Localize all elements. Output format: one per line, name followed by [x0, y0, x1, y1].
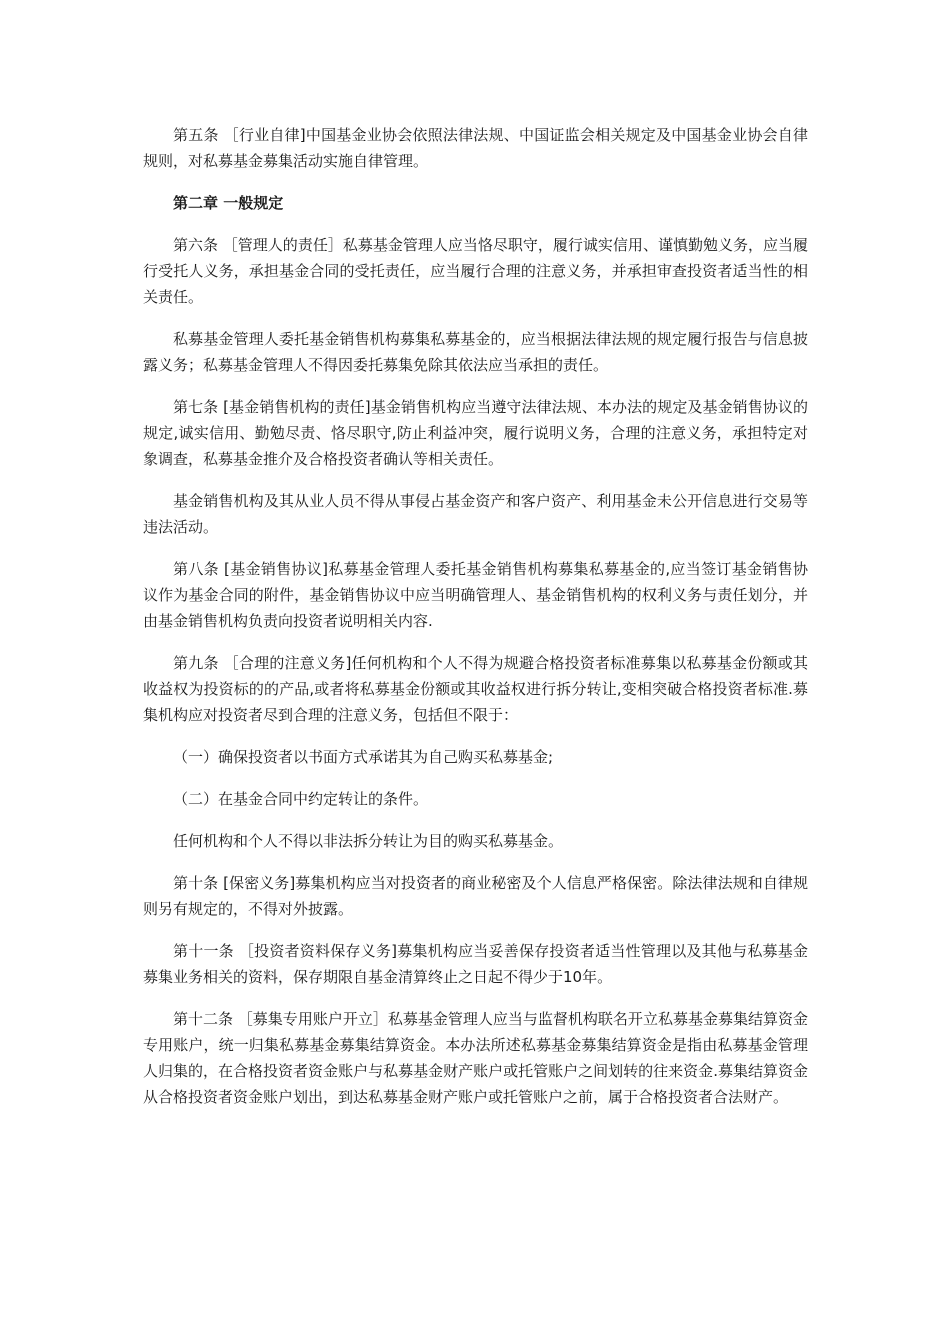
document-page	[143, 122, 808, 1126]
article-6: 第六条 ［管理人的责任］私募基金管理人应当恪尽职守，履行诚实信用、谨慎勤勉义务，应当履行受托人义务，承担基金合同的受托责任，应当履行合理的注意义务，并承担审查投资者适当性的相关责任。	[143, 236, 808, 306]
article-11: 第十一条 ［投资者资料保存义务]募集机构应当妥善保存投资者适当性管理以及其他与私募基金募集业务相关的资料，保存期限自基金清算终止之日起不得少于10年。	[143, 942, 808, 986]
article-7: 第七条 [基金销售机构的责任]基金销售机构应当遵守法律法规、本办法的规定及基金销售协议的规定,诚实信用、勤勉尽责、恪尽职守,防止利益冲突，履行说明义务，合理的注意义务，承担特定对象调查，私募基金推介及合格投资者确认等相关责任。	[143, 398, 808, 468]
chapter-2-heading: 第二章 一般规定	[173, 194, 284, 212]
article-9-para-2: 任何机构和个人不得以非法拆分转让为目的购买私募基金。	[173, 832, 564, 850]
article-9-item-2: （二）在基金合同中约定转让的条件。	[173, 790, 429, 808]
article-8: 第八条 [基金销售协议]私募基金管理人委托基金销售机构募集私募基金的,应当签订基金销售协议作为基金合同的附件，基金销售协议中应当明确管理人、基金销售机构的权利义务与责任划分，并由基金销售机构负责向投资者说明相关内容.	[143, 560, 808, 630]
article-9: 第九条 ［合理的注意义务]任何机构和个人不得为规避合格投资者标准募集以私募基金份额或其收益权为投资标的的产品,或者将私募基金份额或其收益权进行拆分转让,变相突破合格投资者标准.募集机构应对投资者尽到合理的注意义务，包括但不限于：	[143, 654, 808, 724]
article-9-item-1: （一）确保投资者以书面方式承诺其为自己购买私募基金;	[173, 748, 554, 766]
article-6-para-2: 私募基金管理人委托基金销售机构募集私募基金的，应当根据法律法规的规定履行报告与信息披露义务；私募基金管理人不得因委托募集免除其依法应当承担的责任。	[143, 330, 808, 374]
article-10: 第十条 [保密义务]募集机构应当对投资者的商业秘密及个人信息严格保密。除法律法规和自律规则另有规定的，不得对外披露。	[143, 874, 808, 918]
article-7-para-2: 基金销售机构及其从业人员不得从事侵占基金资产和客户资产、利用基金未公开信息进行交易等违法活动。	[143, 492, 808, 536]
article-12: 第十二条 ［募集专用账户开立］私募基金管理人应当与监督机构联名开立私募基金募集结算资金专用账户，统一归集私募基金募集结算资金。本办法所述私募基金募集结算资金是指由私募基金管理人归集的，在合格投资者资金账户与私募基金财产账户或托管账户之间划转的往来资金.募集结算资金从合格投资者资金账户划出，到达私募基金财产账户或托管账户之前，属于合格投资者合法财产。	[143, 1010, 808, 1106]
article-5: 第五条 ［行业自律]中国基金业协会依照法律法规、中国证监会相关规定及中国基金业协会自律规则，对私募基金募集活动实施自律管理。	[143, 126, 808, 170]
